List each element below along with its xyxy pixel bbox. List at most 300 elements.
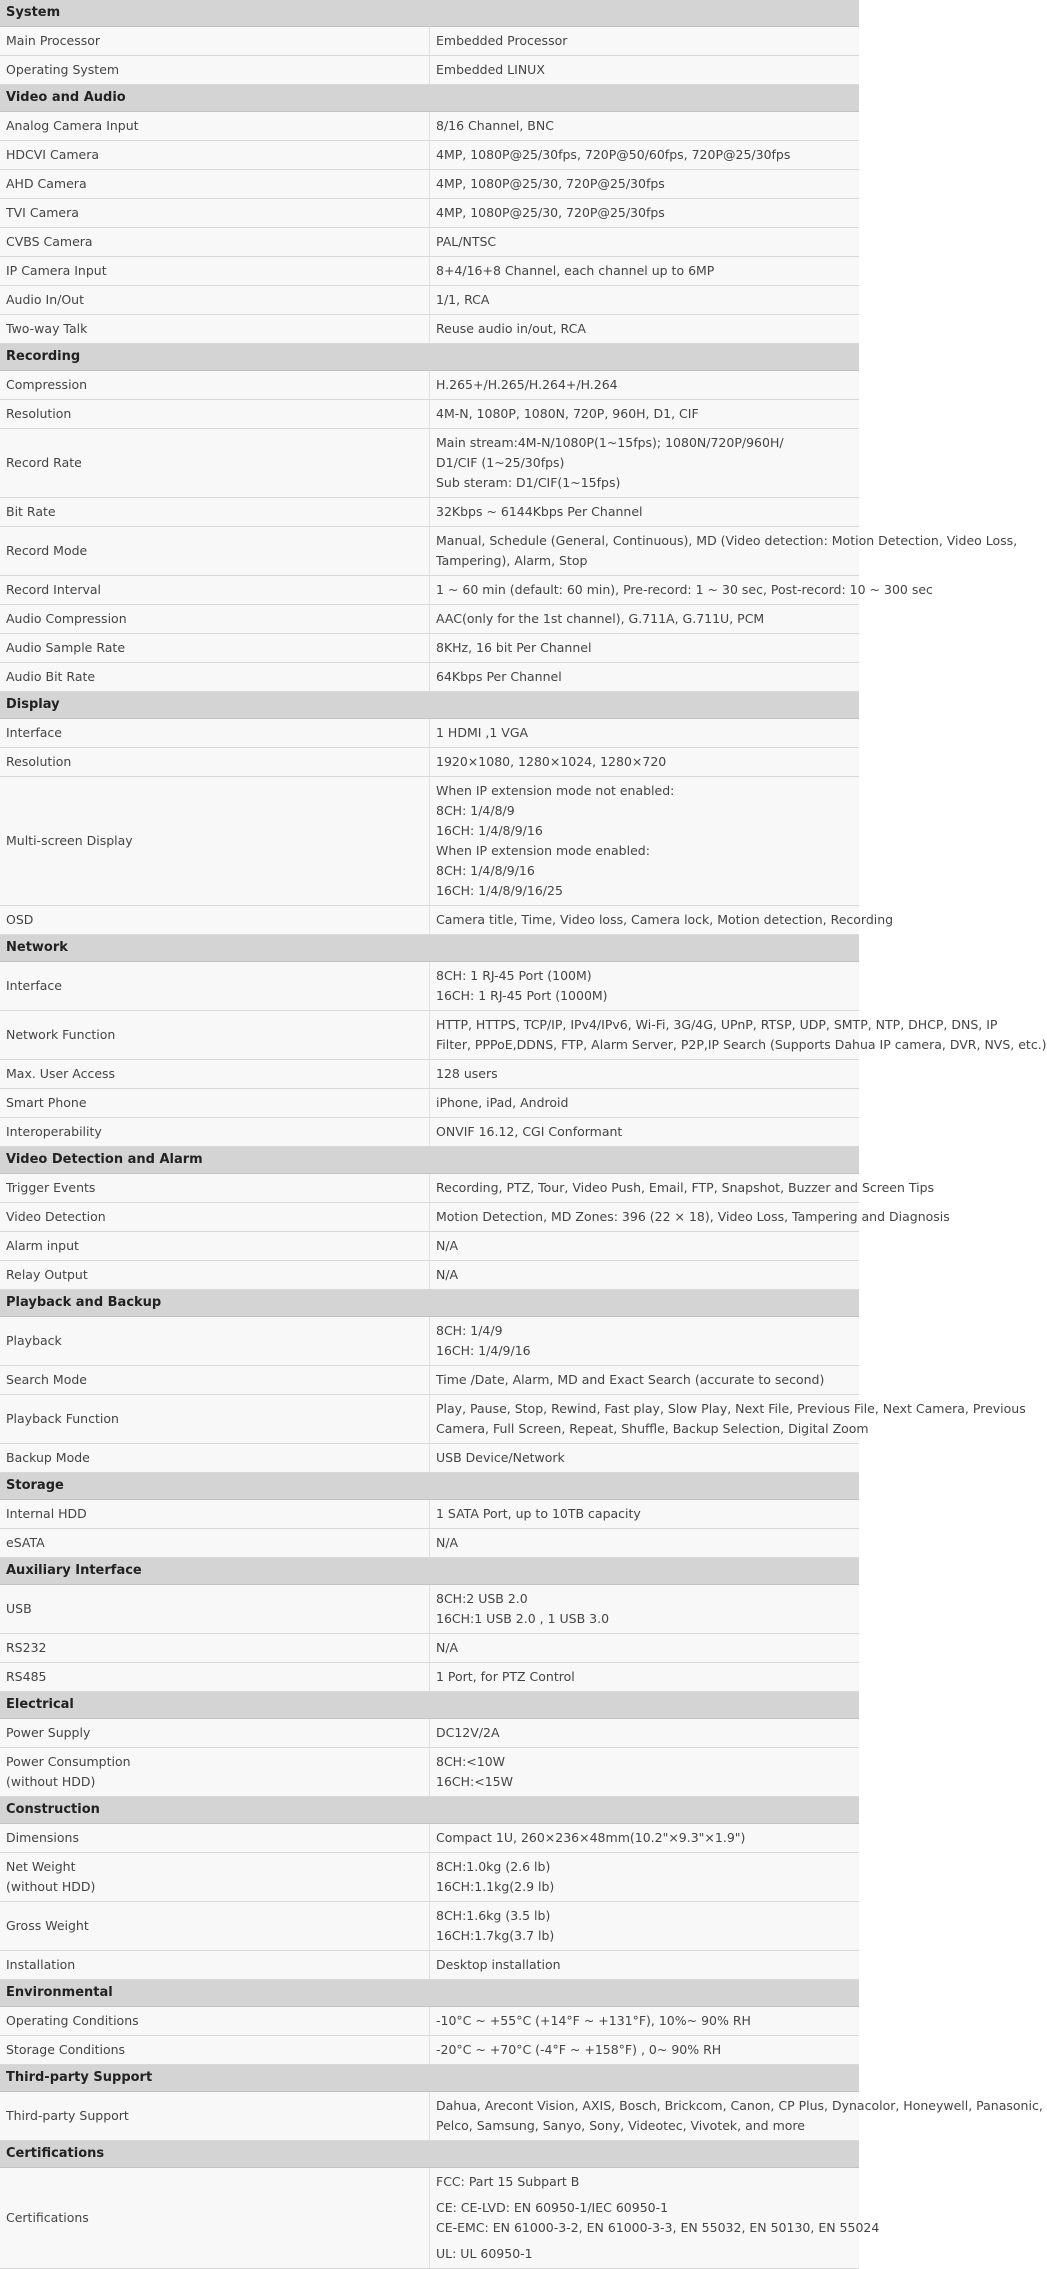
- spec-value: [430, 371, 860, 400]
- spec-label-line: Gross Weight: [6, 1918, 89, 1933]
- spec-label: [0, 257, 430, 286]
- spec-value: [430, 1902, 860, 1951]
- spec-value: [430, 576, 933, 605]
- spec-value: [430, 228, 860, 257]
- spec-value-line: 16CH: 1/4/8/9/16: [436, 823, 543, 838]
- spec-value: [430, 1663, 860, 1692]
- section-title: Electrical: [0, 1692, 859, 1719]
- spec-row: [0, 719, 859, 748]
- section-header: [0, 935, 859, 962]
- spec-label: [0, 527, 430, 576]
- spec-value-line: 8CH: 1 RJ-45 Port (100M): [436, 968, 592, 983]
- spec-label: [0, 1060, 430, 1089]
- spec-label: [0, 1203, 430, 1232]
- spec-row: [0, 27, 859, 56]
- spec-value-line: AAC(only for the 1st channel), G.711A, G.711U, PCM: [436, 611, 765, 626]
- spec-label: [0, 1719, 430, 1748]
- spec-row: [0, 777, 859, 906]
- spec-value-line: Time /Date, Alarm, MD and Exact Search (accurate to second): [436, 1372, 825, 1387]
- spec-label-line: Third-party Support: [6, 2108, 129, 2123]
- spec-value-line: Filter, PPPoE,DDNS, FTP, Alarm Server, P2P,IP Search (Supports Dahua IP camera, DVR, NVS, etc.): [436, 1037, 1047, 1052]
- spec-label: [0, 1366, 430, 1395]
- spec-label: [0, 719, 430, 748]
- section-title: Auxiliary Interface: [0, 1558, 859, 1585]
- spec-label-line: Audio Bit Rate: [6, 669, 96, 684]
- spec-row: [0, 663, 859, 692]
- spec-label: [0, 1585, 430, 1634]
- spec-label: [0, 1395, 430, 1444]
- spec-label: [0, 576, 430, 605]
- spec-value: [430, 719, 860, 748]
- spec-label-line: Installation: [6, 1957, 76, 1972]
- spec-label-line: HDCVI Camera: [6, 147, 100, 162]
- spec-label-line: RS232: [6, 1640, 47, 1655]
- spec-value-line: Motion Detection, MD Zones: 396 (22 × 18), Video Loss, Tampering and Diagnosis: [436, 1209, 950, 1224]
- spec-value-line: When IP extension mode enabled:: [436, 843, 650, 858]
- spec-value-line: 8CH:<10W: [436, 1754, 506, 1769]
- spec-value-line: Reuse audio in/out, RCA: [436, 321, 586, 336]
- spec-label-line: OSD: [6, 912, 34, 927]
- spec-value: [430, 906, 894, 935]
- spec-row: [0, 1366, 859, 1395]
- spec-value-line: 8CH: 1/4/8/9: [436, 803, 515, 818]
- spec-row: [0, 1444, 859, 1473]
- spec-value: [430, 27, 860, 56]
- spec-label-line: Video Detection: [6, 1209, 106, 1224]
- spec-row: [0, 1060, 859, 1089]
- spec-value-line: Pelco, Samsung, Sanyo, Sony, Videotec, Vivotek, and more: [436, 2118, 805, 2133]
- spec-label-line: TVI Camera: [6, 205, 79, 220]
- spec-value-line: 16CH: 1 RJ-45 Port (1000M): [436, 988, 608, 1003]
- spec-value-line: Recording, PTZ, Tour, Video Push, Email, FTP, Snapshot, Buzzer and Screen Tips: [436, 1180, 935, 1195]
- spec-label-line: Smart Phone: [6, 1095, 87, 1110]
- spec-value: [430, 1634, 860, 1663]
- spec-row: [0, 1748, 859, 1797]
- section-header: [0, 0, 859, 27]
- spec-value: [430, 112, 860, 141]
- spec-value-line: 8CH:1.6kg (3.5 lb): [436, 1908, 551, 1923]
- spec-value: [430, 199, 860, 228]
- spec-label-line: IP Camera Input: [6, 263, 107, 278]
- spec-row: [0, 962, 859, 1011]
- spec-value: [430, 1748, 860, 1797]
- spec-label-line: Power Supply: [6, 1725, 91, 1740]
- section-title: Display: [0, 692, 859, 719]
- spec-row: [0, 112, 859, 141]
- spec-value: [430, 257, 860, 286]
- spec-value-line: 8/16 Channel, BNC: [436, 118, 554, 133]
- spec-value-line: -20°C ~ +70°C (-4°F ~ +158°F) , 0~ 90% RH: [436, 2042, 722, 2057]
- spec-label-line: AHD Camera: [6, 176, 87, 191]
- spec-label: [0, 1500, 430, 1529]
- spec-row: [0, 257, 859, 286]
- spec-value: [430, 1232, 860, 1261]
- section-header: [0, 1692, 859, 1719]
- spec-row: [0, 1174, 859, 1203]
- spec-label: [0, 1317, 430, 1366]
- spec-label: [0, 286, 430, 315]
- spec-label: [0, 228, 430, 257]
- spec-row: [0, 1118, 859, 1147]
- section-title: Video Detection and Alarm: [0, 1147, 859, 1174]
- spec-label: [0, 1529, 430, 1558]
- spec-row: [0, 1232, 859, 1261]
- spec-value: [430, 1951, 860, 1980]
- spec-label: [0, 112, 430, 141]
- spec-label: [0, 663, 430, 692]
- spec-label: [0, 1748, 430, 1797]
- spec-value-line: ONVIF 16.12, CGI Conformant: [436, 1124, 623, 1139]
- spec-row: [0, 315, 859, 344]
- spec-value: [430, 429, 860, 498]
- spec-value: [430, 1395, 1026, 1444]
- spec-label: [0, 634, 430, 663]
- spec-row: [0, 371, 859, 400]
- spec-value-line: 4MP, 1080P@25/30, 720P@25/30fps: [436, 176, 665, 191]
- spec-row: [0, 286, 859, 315]
- spec-label-line: Max. User Access: [6, 1066, 116, 1081]
- spec-value-line: 1 SATA Port, up to 10TB capacity: [436, 1506, 641, 1521]
- section-header: [0, 2065, 859, 2092]
- spec-row: [0, 2036, 859, 2065]
- spec-value-line: Desktop installation: [436, 1957, 561, 1972]
- spec-row: [0, 498, 859, 527]
- spec-label: [0, 1902, 430, 1951]
- spec-value-line: 128 users: [436, 1066, 498, 1081]
- spec-value: [430, 1011, 1047, 1060]
- spec-row: [0, 2007, 859, 2036]
- section-title: Environmental: [0, 1980, 859, 2007]
- spec-value: [430, 2168, 880, 2269]
- spec-label-line: Certifications: [6, 2210, 89, 2225]
- spec-value: [430, 170, 860, 199]
- spec-value-line: 64Kbps Per Channel: [436, 669, 562, 684]
- spec-row: [0, 748, 859, 777]
- spec-label-line: Relay Output: [6, 1267, 88, 1282]
- spec-value: [430, 286, 860, 315]
- spec-value: [430, 141, 860, 170]
- spec-label-line: (without HDD): [6, 1774, 96, 1789]
- spec-value: [430, 777, 860, 906]
- spec-value-line: 8CH: 1/4/9: [436, 1323, 503, 1338]
- spec-value-line: 8CH:1.0kg (2.6 lb): [436, 1859, 551, 1874]
- spec-value: [430, 1317, 860, 1366]
- spec-value: [430, 1060, 860, 1089]
- spec-label-line: USB: [6, 1601, 32, 1616]
- spec-value-line: Compact 1U, 260×236×48mm(10.2"×9.3"×1.9"): [436, 1830, 746, 1845]
- spec-row: [0, 1089, 859, 1118]
- spec-row: [0, 141, 859, 170]
- spec-value-line: PAL/NTSC: [436, 234, 497, 249]
- spec-value-line: 1920×1080, 1280×1024, 1280×720: [436, 754, 667, 769]
- spec-label-line: Analog Camera Input: [6, 118, 139, 133]
- spec-label: [0, 906, 430, 935]
- spec-value-line: N/A: [436, 1640, 459, 1655]
- spec-value-line: CE-EMC: EN 61000-3-2, EN 61000-3-3, EN 55032, EN 50130, EN 55024: [436, 2220, 880, 2235]
- spec-value-line: 16CH:1.7kg(3.7 lb): [436, 1928, 555, 1943]
- spec-label: [0, 1444, 430, 1473]
- spec-label-line: Compression: [6, 377, 88, 392]
- spec-row: [0, 605, 859, 634]
- spec-row: [0, 1529, 859, 1558]
- spec-label-line: Playback: [6, 1333, 62, 1348]
- spec-row: [0, 2168, 859, 2269]
- spec-value-line: 16CH: 1/4/8/9/16/25: [436, 883, 563, 898]
- spec-label-line: Record Mode: [6, 543, 88, 558]
- spec-label: [0, 27, 430, 56]
- spec-value: [430, 1444, 860, 1473]
- section-header: [0, 1147, 859, 1174]
- spec-value: [430, 962, 860, 1011]
- section-header: [0, 344, 859, 371]
- section-header: [0, 2141, 859, 2168]
- spec-value-line: Play, Pause, Stop, Rewind, Fast play, Slow Play, Next File, Previous File, Next Camera, Previous: [436, 1401, 1026, 1416]
- section-title: Storage: [0, 1473, 859, 1500]
- section-title: Construction: [0, 1797, 859, 1824]
- spec-value-line: -10°C ~ +55°C (+14°F ~ +131°F), 10%~ 90% RH: [436, 2013, 751, 2028]
- spec-value-line: 4MP, 1080P@25/30fps, 720P@50/60fps, 720P@25/30fps: [436, 147, 791, 162]
- spec-value-line: 8CH:2 USB 2.0: [436, 1591, 528, 1606]
- spec-row: [0, 634, 859, 663]
- spec-value: [430, 1366, 860, 1395]
- spec-row: [0, 1203, 859, 1232]
- section-header: [0, 1558, 859, 1585]
- spec-row: [0, 1719, 859, 1748]
- spec-label: [0, 1118, 430, 1147]
- section-title: Recording: [0, 344, 859, 371]
- spec-label-line: Audio In/Out: [6, 292, 84, 307]
- spec-label: [0, 199, 430, 228]
- spec-value: [430, 2092, 1043, 2141]
- spec-label-line: Playback Function: [6, 1411, 119, 1426]
- spec-row: [0, 527, 859, 576]
- spec-value: [430, 498, 860, 527]
- spec-value: [430, 1261, 860, 1290]
- spec-label-line: Net Weight: [6, 1859, 76, 1874]
- section-header: [0, 85, 859, 112]
- spec-label: [0, 429, 430, 498]
- spec-value: [430, 315, 860, 344]
- spec-value-line: 8CH: 1/4/8/9/16: [436, 863, 535, 878]
- spec-row: [0, 429, 859, 498]
- section-header: [0, 1980, 859, 2007]
- spec-value-line: N/A: [436, 1238, 459, 1253]
- spec-label: [0, 1011, 430, 1060]
- spec-label-line: Multi-screen Display: [6, 833, 133, 848]
- section-title: Network: [0, 935, 859, 962]
- spec-label: [0, 1663, 430, 1692]
- spec-value-line: Main stream:4M-N/1080P(1~15fps); 1080N/720P/960H/: [436, 435, 784, 450]
- spec-label: [0, 1232, 430, 1261]
- spec-label-line: Alarm input: [6, 1238, 79, 1253]
- spec-label-line: Two-way Talk: [6, 321, 88, 336]
- spec-value-line: Embedded Processor: [436, 33, 568, 48]
- spec-label-line: RS485: [6, 1669, 47, 1684]
- spec-label-line: Search Mode: [6, 1372, 87, 1387]
- spec-label: [0, 56, 430, 85]
- spec-row: [0, 228, 859, 257]
- spec-value-line: HTTP, HTTPS, TCP/IP, IPv4/IPv6, Wi-Fi, 3G/4G, UPnP, RTSP, UDP, SMTP, NTP, DHCP, DNS, IP: [436, 1017, 998, 1032]
- spec-label-line: Storage Conditions: [6, 2042, 126, 2057]
- spec-label: [0, 1951, 430, 1980]
- spec-row: [0, 170, 859, 199]
- spec-row: [0, 1951, 859, 1980]
- spec-value-line: 1 ~ 60 min (default: 60 min), Pre-record: 1 ~ 30 sec, Post-record: 10 ~ 300 sec: [436, 582, 933, 597]
- spec-label: [0, 2092, 430, 2141]
- spec-label-line: Operating System: [6, 62, 120, 77]
- spec-value-line: 16CH:1.1kg(2.9 lb): [436, 1879, 555, 1894]
- spec-value: [430, 56, 860, 85]
- spec-value-line: 32Kbps ~ 6144Kbps Per Channel: [436, 504, 643, 519]
- section-header: [0, 1797, 859, 1824]
- spec-label-line: Resolution: [6, 406, 72, 421]
- spec-value-line: Camera title, Time, Video loss, Camera lock, Motion detection, Recording: [436, 912, 894, 927]
- spec-value-line: 8+4/16+8 Channel, each channel up to 6MP: [436, 263, 715, 278]
- spec-label: [0, 1261, 430, 1290]
- spec-label-line: Dimensions: [6, 1830, 79, 1845]
- spec-row: [0, 1395, 859, 1444]
- spec-value: [430, 1719, 860, 1748]
- spec-value-line: D1/CIF (1~25/30fps): [436, 455, 565, 470]
- spec-value-line: 1 Port, for PTZ Control: [436, 1669, 575, 1684]
- spec-label: [0, 1174, 430, 1203]
- spec-value: [430, 1585, 860, 1634]
- section-title: Playback and Backup: [0, 1290, 859, 1317]
- spec-row: [0, 400, 859, 429]
- spec-row: [0, 1634, 859, 1663]
- spec-value-line: Sub steram: D1/CIF(1~15fps): [436, 475, 621, 490]
- spec-label: [0, 1853, 430, 1902]
- spec-label: [0, 498, 430, 527]
- spec-value: [430, 1089, 860, 1118]
- section-title: System: [0, 0, 859, 27]
- spec-value-line: FCC: Part 15 Subpart B: [436, 2174, 580, 2189]
- spec-value-line: N/A: [436, 1535, 459, 1550]
- section-header: [0, 692, 859, 719]
- spec-label-line: Bit Rate: [6, 504, 56, 519]
- spec-value-line: 4MP, 1080P@25/30, 720P@25/30fps: [436, 205, 665, 220]
- spec-label: [0, 1089, 430, 1118]
- spec-label-line: Main Processor: [6, 33, 101, 48]
- spec-row: [0, 576, 859, 605]
- spec-row: [0, 906, 859, 935]
- spec-label: [0, 2036, 430, 2065]
- spec-label-line: Interface: [6, 725, 62, 740]
- spec-row: [0, 2092, 859, 2141]
- spec-label-line: Trigger Events: [6, 1180, 96, 1195]
- spec-value-line: UL: UL 60950-1: [436, 2246, 533, 2261]
- spec-row: [0, 1902, 859, 1951]
- spec-row: [0, 1500, 859, 1529]
- spec-row: [0, 1663, 859, 1692]
- section-title: Third-party Support: [0, 2065, 859, 2092]
- spec-row: [0, 1261, 859, 1290]
- spec-value-line: 16CH:<15W: [436, 1774, 513, 1789]
- spec-value: [430, 1529, 860, 1558]
- spec-label: [0, 1634, 430, 1663]
- spec-value-line: Dahua, Arecont Vision, AXIS, Bosch, Brickcom, Canon, CP Plus, Dynacolor, Honeywell, Panasonic,: [436, 2098, 1043, 2113]
- spec-row: [0, 1853, 859, 1902]
- section-title: Video and Audio: [0, 85, 859, 112]
- spec-label-line: (without HDD): [6, 1879, 96, 1894]
- spec-label-line: Internal HDD: [6, 1506, 87, 1521]
- spec-label: [0, 315, 430, 344]
- spec-label-line: Record Rate: [6, 455, 82, 470]
- spec-label: [0, 141, 430, 170]
- spec-label: [0, 400, 430, 429]
- section-header: [0, 1473, 859, 1500]
- spec-label: [0, 2007, 430, 2036]
- spec-row: [0, 1824, 859, 1853]
- spec-value-line: Tampering), Alarm, Stop: [436, 553, 588, 568]
- spec-value: [430, 1174, 935, 1203]
- spec-row: [0, 56, 859, 85]
- spec-label: [0, 748, 430, 777]
- spec-value: [430, 400, 860, 429]
- spec-value: [430, 2036, 860, 2065]
- spec-value-line: 16CH: 1/4/9/16: [436, 1343, 531, 1358]
- spec-label: [0, 371, 430, 400]
- spec-label-line: Resolution: [6, 754, 72, 769]
- spec-value-line: 4M-N, 1080P, 1080N, 720P, 960H, D1, CIF: [436, 406, 699, 421]
- spec-value: [430, 2007, 860, 2036]
- spec-label-line: Backup Mode: [6, 1450, 90, 1465]
- spec-value-line: H.265+/H.265/H.264+/H.264: [436, 377, 618, 392]
- spec-label-line: Interoperability: [6, 1124, 102, 1139]
- spec-label-line: Power Consumption: [6, 1754, 131, 1769]
- spec-value-line: 1/1, RCA: [436, 292, 490, 307]
- spec-value: [430, 605, 860, 634]
- spec-value-line: DC12V/2A: [436, 1725, 500, 1740]
- spec-value-line: Manual, Schedule (General, Continuous), MD (Video detection: Motion Detection, Video Loss,: [436, 533, 1018, 548]
- spec-value-line: 1 HDMI ,1 VGA: [436, 725, 529, 740]
- spec-value-line: iPhone, iPad, Android: [436, 1095, 569, 1110]
- spec-row: [0, 1585, 859, 1634]
- spec-value: [430, 1824, 860, 1853]
- spec-row: [0, 199, 859, 228]
- spec-value-line: USB Device/Network: [436, 1450, 565, 1465]
- section-header: [0, 1290, 859, 1317]
- spec-value: [430, 1500, 860, 1529]
- spec-value-line: 8KHz, 16 bit Per Channel: [436, 640, 592, 655]
- spec-label-line: Network Function: [6, 1027, 116, 1042]
- spec-value-line: When IP extension mode not enabled:: [436, 783, 675, 798]
- spec-label-line: eSATA: [6, 1535, 45, 1550]
- spec-label-line: Record Interval: [6, 582, 102, 597]
- spec-label: [0, 777, 430, 906]
- spec-value-line: N/A: [436, 1267, 459, 1282]
- spec-value-line: Camera, Full Screen, Repeat, Shuffle, Backup Selection, Digital Zoom: [436, 1421, 869, 1436]
- spec-value-line: 16CH:1 USB 2.0 , 1 USB 3.0: [436, 1611, 610, 1626]
- spec-label: [0, 605, 430, 634]
- spec-label-line: Audio Sample Rate: [6, 640, 126, 655]
- spec-label: [0, 1824, 430, 1853]
- spec-value: [430, 1118, 860, 1147]
- spec-value: [430, 663, 860, 692]
- spec-row: [0, 1011, 859, 1060]
- spec-label: [0, 170, 430, 199]
- spec-value-line: CE: CE-LVD: EN 60950-1/IEC 60950-1: [436, 2200, 669, 2215]
- spec-label: [0, 2168, 430, 2269]
- spec-value: [430, 634, 860, 663]
- spec-label-line: Audio Compression: [6, 611, 127, 626]
- spec-value: [430, 1853, 860, 1902]
- spec-value-line: Embedded LINUX: [436, 62, 545, 77]
- spec-label-line: Interface: [6, 978, 62, 993]
- spec-label-line: CVBS Camera: [6, 234, 93, 249]
- spec-row: [0, 1317, 859, 1366]
- spec-value: [430, 1203, 950, 1232]
